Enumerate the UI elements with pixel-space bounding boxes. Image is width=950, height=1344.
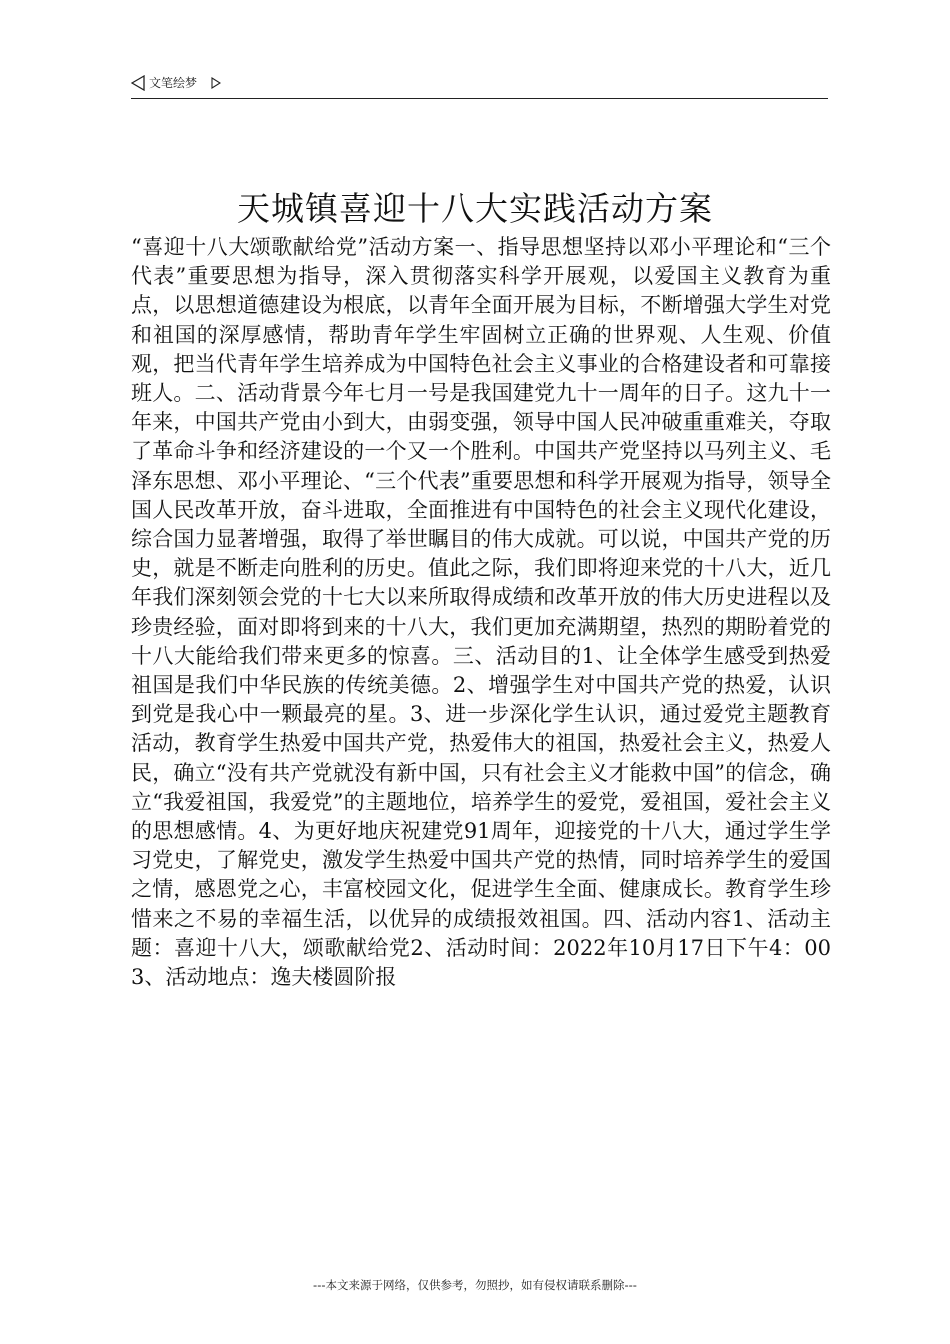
document-body: “喜迎十八大颂歌献给党”活动方案一、指导思想坚持以邓小平理论和“三个代表”重要思想为指导，深入贯彻落实科学开展观，以爱国主义教育为重点，以思想道德建设为根底，以青年全面开展为目标，不断增强大学生对党和祖国的深厚感情，帮助青年学生牢固树立正确的世界观、人生观、价值观，把当代青年学生培养成为中国特色社会主义事业的合格建设者和可靠接班人。二、活动背景今年七月一号是我国建党九十一周年的日子。这九十一年来，中国共产党由小到大，由弱变强，领导中国人民冲破重重难关，夺取了革命斗争和经济建设的一个又一个胜利。中国共产党坚持以马列主义、毛泽东思想、邓小平理论、“三个代表”重要思想和科学开展观为指导，领导全国人民改革开放，奋斗进取，全面推进有中国特色的社会主义现代化建设，综合国力显著增强，取得了举世瞩目的伟大成就。可以说，中国共产党的历史，就是不断走向胜利的历史。值此之际，我们即将迎来党的十八大，近几年我们深刻领会党的十七大以来所取得成绩和改革开放的伟大历史进程以及珍贵经验，面对即将到来的十八大，我们更加充满期望，热烈的期盼着党的十八大能给我们带来更多的惊喜。三、活动目的1、让全体学生感受到热爱祖国是我们中华民族的传统美德。2、增强学生对中国共产党的热爱，认识到党是我心中一颗最亮的星。3、进一步深化学生认识，通过爱党主题教育活动，教育学生热爱中国共产党，热爱伟大的祖国，热爱社会主义，热爱人民，确立“没有共产党就没有新中国，只有社会主义才能救中国”的信念，确立“我爱祖国，我爱党”的主题地位，培养学生的爱党，爱祖国，爱社会主义的思想感情。4、为更好地庆祝建党91周年，迎接党的十八大，通过学生学习党史，了解党史，激发学生热爱中国共产党的热情，同时培养学生的爱国之情，感恩党之心，丰富校园文化，促进学生全面、健康成长。教育学生珍惜来之不易的幸福生活，以优异的成绩报效祖国。四、活动内容1、活动主题：喜迎十八大，颂歌献给党2、活动时间：2022年10月17日下午4：003、活动地点：逸夫楼圆阶报	[131, 235, 831, 990]
triangle-right-icon	[211, 77, 221, 89]
header-brand-text: 文笔绘梦	[149, 76, 198, 90]
footer-disclaimer: ---本文来源于网络，仅供参考，勿照抄，如有侵权请联系删除---	[313, 1278, 637, 1292]
document-title: 天城镇喜迎十八大实践活动方案	[237, 189, 713, 228]
header-brand-group	[131, 74, 221, 91]
triangle-left-icon	[131, 75, 145, 91]
page-header	[131, 74, 828, 99]
